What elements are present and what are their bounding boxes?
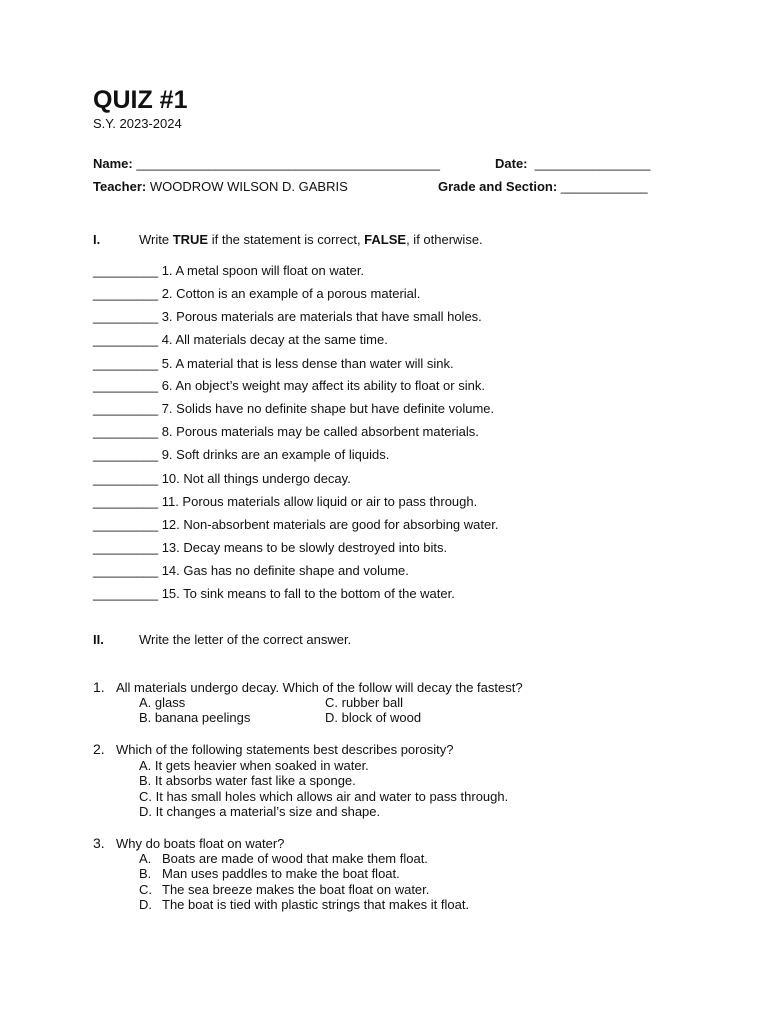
teacher-name: WOODROW WILSON D. GABRIS bbox=[149, 179, 348, 194]
tf-item bbox=[93, 471, 351, 486]
choice-text: Man uses paddles to make the boat float. bbox=[162, 866, 400, 881]
choice-c: C. It has small holes which allows air and water to pass through. bbox=[139, 789, 509, 804]
tf-item bbox=[93, 263, 364, 278]
teacher-row bbox=[93, 179, 348, 194]
choice-text: The boat is tied with plastic strings that makes it float. bbox=[162, 897, 470, 912]
choice-d: D. block of wood bbox=[325, 710, 422, 725]
choice-b: B. banana peelings bbox=[139, 710, 251, 725]
answer-blank: _________ bbox=[93, 424, 159, 439]
question-number: 3. bbox=[93, 835, 105, 851]
grade-row bbox=[438, 179, 648, 194]
choice-b: B. It absorbs water fast like a sponge. bbox=[139, 773, 356, 788]
tf-item bbox=[93, 586, 455, 601]
choice-a: A. glass bbox=[139, 695, 186, 710]
instr-true: TRUE bbox=[172, 232, 209, 247]
tf-item bbox=[93, 401, 494, 416]
choice-c: C. rubber ball bbox=[325, 695, 404, 710]
tf-statement: 3. Porous materials are materials that have small holes. bbox=[161, 309, 482, 324]
tf-item bbox=[93, 356, 454, 371]
tf-statement: 14. Gas has no definite shape and volume. bbox=[161, 563, 409, 578]
choice-a: A. It gets heavier when soaked in water. bbox=[139, 758, 369, 773]
part2-instruction: Write the letter of the correct answer. bbox=[139, 632, 352, 647]
answer-blank: _________ bbox=[93, 517, 159, 532]
tf-item bbox=[93, 447, 389, 462]
instr-text: , if otherwise. bbox=[406, 232, 483, 247]
tf-statement: 10. Not all things undergo decay. bbox=[161, 471, 351, 486]
tf-statement: 11. Porous materials allow liquid or air to pass through. bbox=[161, 494, 478, 509]
quiz-title: QUIZ #1 bbox=[93, 86, 188, 114]
answer-blank: _________ bbox=[93, 356, 159, 371]
answer-blank: _________ bbox=[93, 494, 159, 509]
answer-blank: _________ bbox=[93, 263, 159, 278]
choice-text: The sea breeze makes the boat float on water. bbox=[162, 882, 430, 897]
name-label: Name: bbox=[93, 156, 133, 171]
part1-numeral: I. bbox=[93, 232, 101, 247]
part1-instruction bbox=[139, 232, 483, 247]
answer-blank: _________ bbox=[93, 286, 159, 301]
date-row bbox=[495, 156, 650, 171]
tf-statement: 2. Cotton is an example of a porous material. bbox=[161, 286, 421, 301]
grade-label: Grade and Section: bbox=[438, 179, 558, 194]
tf-item bbox=[93, 378, 485, 393]
choice-letter: C. bbox=[139, 882, 152, 897]
name-line: __________________________________________ bbox=[136, 156, 441, 171]
question-number: 2. bbox=[93, 741, 105, 757]
tf-statement: 9. Soft drinks are an example of liquids. bbox=[161, 447, 390, 462]
tf-statement: 5. A material that is less dense than water will sink. bbox=[161, 356, 454, 371]
question-text: Which of the following statements best describes porosity? bbox=[116, 742, 454, 757]
date-label: Date: bbox=[495, 156, 528, 171]
tf-statement: 6. An object’s weight may affect its ability to float or sink. bbox=[161, 378, 485, 393]
choice-d bbox=[139, 897, 469, 912]
question-text: All materials undergo decay. Which of the follow will decay the fastest? bbox=[116, 680, 523, 695]
answer-blank: _________ bbox=[93, 540, 159, 555]
choice-letter: A. bbox=[139, 851, 152, 866]
tf-statement: 4. All materials decay at the same time. bbox=[161, 332, 388, 347]
school-year: S.Y. 2023-2024 bbox=[93, 116, 182, 131]
answer-blank: _________ bbox=[93, 586, 159, 601]
date-line: ________________ bbox=[534, 156, 651, 171]
tf-statement: 7. Solids have no definite shape but have definite volume. bbox=[161, 401, 495, 416]
question-number: 1. bbox=[93, 679, 105, 695]
tf-statement: 12. Non-absorbent materials are good for absorbing water. bbox=[161, 517, 499, 532]
answer-blank: _________ bbox=[93, 563, 159, 578]
tf-item bbox=[93, 424, 479, 439]
choice-a bbox=[139, 851, 428, 866]
answer-blank: _________ bbox=[93, 401, 159, 416]
instr-text: Write bbox=[139, 232, 173, 247]
tf-item bbox=[93, 309, 482, 324]
teacher-label: Teacher: bbox=[93, 179, 147, 194]
tf-item bbox=[93, 332, 388, 347]
answer-blank: _________ bbox=[93, 378, 159, 393]
instr-false: FALSE bbox=[364, 232, 407, 247]
choice-b bbox=[139, 866, 400, 881]
choice-text: Boats are made of wood that make them float. bbox=[162, 851, 428, 866]
tf-item bbox=[93, 563, 409, 578]
answer-blank: _________ bbox=[93, 471, 159, 486]
tf-item bbox=[93, 494, 477, 509]
choice-letter: D. bbox=[139, 897, 152, 912]
tf-statement: 8. Porous materials may be called absorbent materials. bbox=[161, 424, 479, 439]
grade-line: ____________ bbox=[560, 179, 648, 194]
choice-letter: B. bbox=[139, 866, 152, 881]
tf-statement: 15. To sink means to fall to the bottom of the water. bbox=[161, 586, 455, 601]
tf-statement: 13. Decay means to be slowly destroyed into bits. bbox=[161, 540, 448, 555]
part2-numeral: II. bbox=[93, 632, 104, 647]
question-text: Why do boats float on water? bbox=[116, 836, 285, 851]
name-row bbox=[93, 156, 440, 171]
tf-item bbox=[93, 286, 420, 301]
choice-c bbox=[139, 882, 429, 897]
tf-item bbox=[93, 540, 447, 555]
answer-blank: _________ bbox=[93, 447, 159, 462]
tf-item bbox=[93, 517, 498, 532]
tf-statement: 1. A metal spoon will float on water. bbox=[161, 263, 365, 278]
instr-text: if the statement is correct, bbox=[208, 232, 365, 247]
choice-d: D. It changes a material’s size and shape. bbox=[139, 804, 381, 819]
answer-blank: _________ bbox=[93, 332, 159, 347]
answer-blank: _________ bbox=[93, 309, 159, 324]
